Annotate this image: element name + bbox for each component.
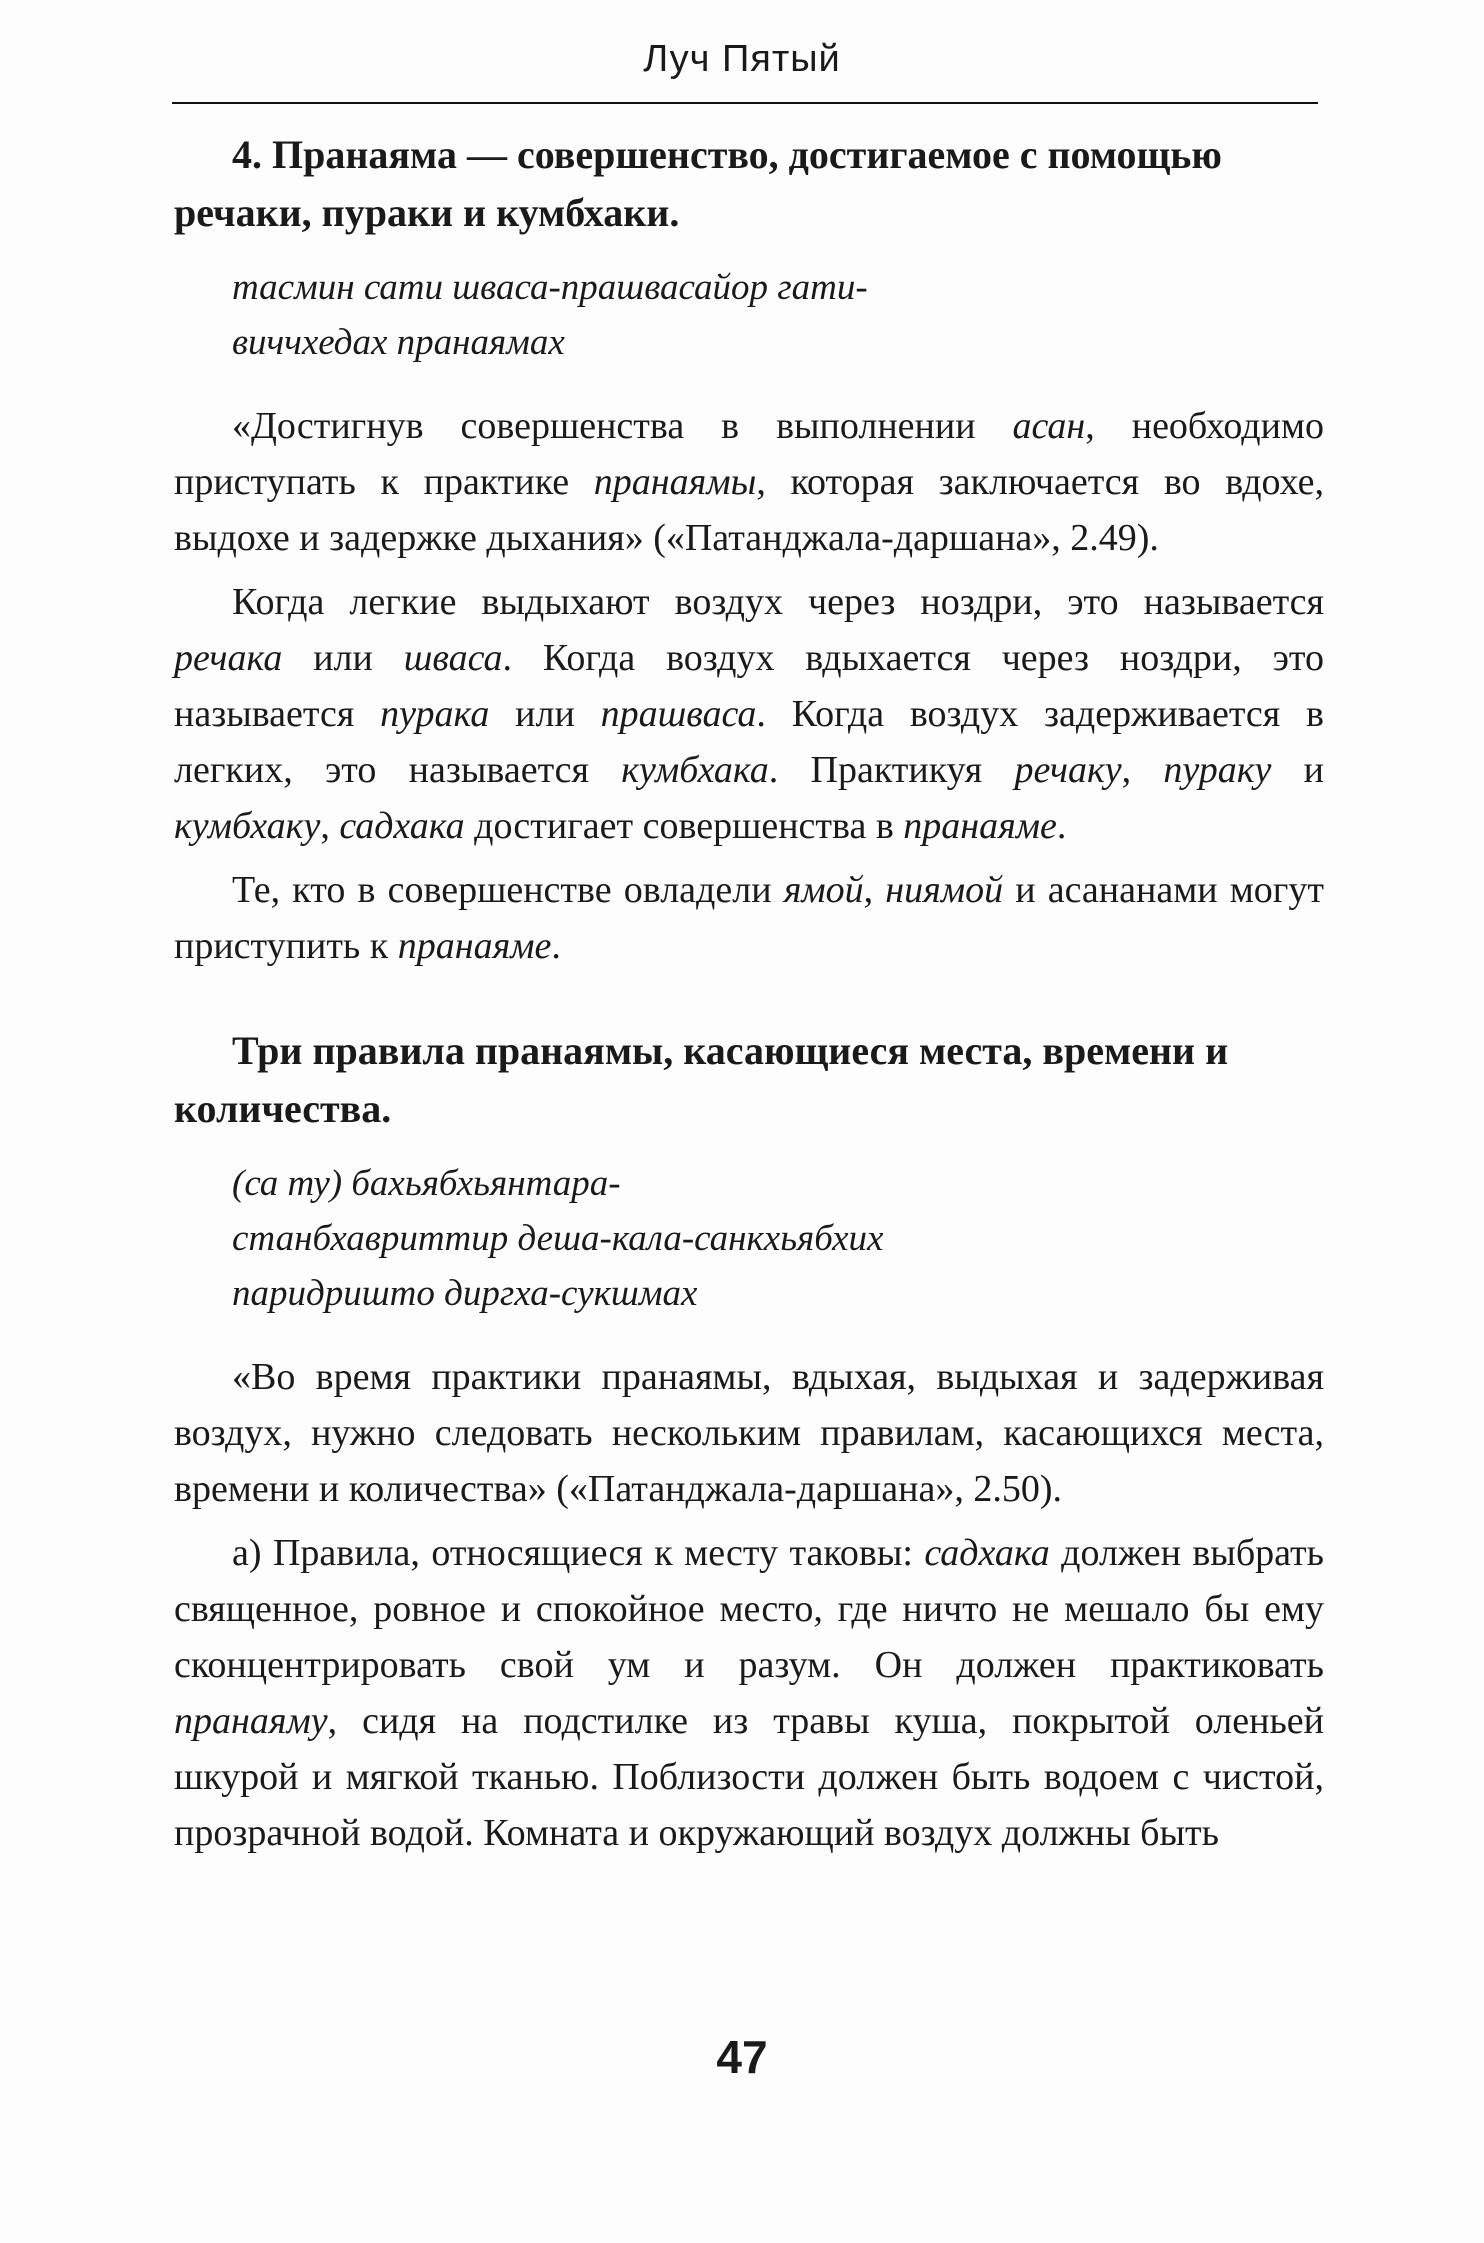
section-title-three-rules: Три правила пранаямы, касающиеся места, времени и количества. <box>174 1028 1229 1131</box>
verse-line: станбхавриттир деша-кала-санкхьябхих <box>232 1218 884 1259</box>
verse-line: (са ту) бахьябхьянтара- <box>232 1163 621 1204</box>
body-text <box>174 126 1324 1861</box>
verse-sanskrit-2 <box>174 1156 1324 1321</box>
paragraph-translation-1: «Достигнув совершенства в выполнении асан, необходимо приступать к практике пранаямы, которая заключается во вдохе, выдохе и задержке дыхания» («Патанджала-даршана», 2.49). <box>174 405 1324 559</box>
header-rule <box>172 102 1318 104</box>
verse-line: паридришто диргха-сукшмах <box>232 1273 698 1314</box>
paragraph-rule-place: а) Правила, относящиеся к месту таковы: садхака должен выбрать священное, ровное и спокойное место, где ничто не мешало бы ему сконцентрировать свой ум и разум. Он должен практиковать пранаяму, сидя на подстилке из травы куша, покрытой оленьей шкурой и мягкой тканью. Поблизости должен быть водоем с чистой, прозрачной водой. Комната и окружающий воздух должны быть <box>174 1532 1324 1854</box>
running-head: Луч Пятый <box>643 38 841 80</box>
verse-line: виччхедах пранаямах <box>232 322 565 363</box>
section-title-pranayama: 4. Пранаяма — совершенство, достигаемое с помощью речаки, пураки и кумбхаки. <box>174 132 1222 235</box>
paragraph-translation-2: «Во время практики пранаямы, вдыхая, выдыхая и задерживая воздух, нужно следовать нескольким правилам, касающихся места, времени и количества» («Патанджала-даршана», 2.50). <box>174 1356 1324 1510</box>
verse-line: тасмин сати шваса-прашвасайор гати- <box>232 267 868 308</box>
paragraph-yama-niyama: Те, кто в совершенстве овладели ямой, ниямой и асананами могут приступить к пранаяме. <box>174 869 1324 967</box>
verse-sanskrit-1 <box>174 260 1324 370</box>
page-number: 47 <box>716 2031 768 2083</box>
paragraph-breathing: Когда легкие выдыхают воздух через ноздри, это называется речака или шваса. Когда воздух вдыхается через ноздри, это называется пурака или прашваса. Когда воздух задерживается в легких, это называется кумбхака. Практикуя речаку, пураку и кумбхаку, садхака достигает совершенства в пранаяме. <box>174 581 1324 847</box>
